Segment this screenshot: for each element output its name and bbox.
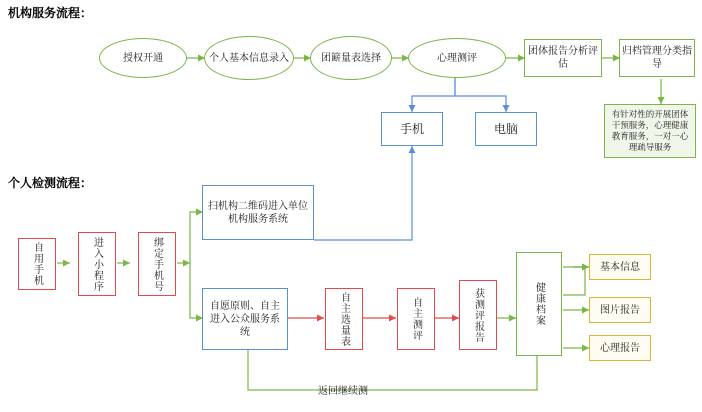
return-loop-label: 返回继续测 bbox=[318, 386, 368, 397]
personal-node-own-phone[interactable]: 自用手机 bbox=[18, 238, 56, 290]
personal-node-health-file[interactable]: 健康档案 bbox=[516, 252, 562, 356]
org-node-psych[interactable]: 心理测评 bbox=[408, 38, 506, 78]
personal-node-voluntary[interactable]: 自愿原则、自主进入公众服务系统 bbox=[202, 288, 288, 350]
personal-node-self-test[interactable]: 自主测评 bbox=[397, 288, 435, 350]
personal-node-bind-phone[interactable]: 绑定手机号 bbox=[138, 232, 176, 296]
org-node-info[interactable]: 个人基本信息录入 bbox=[204, 36, 294, 80]
output-node-basic-info[interactable]: 基本信息 bbox=[589, 254, 651, 280]
personal-node-scan-qr[interactable]: 扫机构二维码进入单位机构服务系统 bbox=[202, 185, 314, 240]
personal-node-enter-mini[interactable]: 进入小程序 bbox=[78, 232, 116, 296]
org-node-archive[interactable]: 归档管理分类指导 bbox=[619, 39, 695, 77]
personal-node-self-select[interactable]: 自主选量表 bbox=[325, 288, 363, 350]
org-node-scale[interactable]: 团簖量表选择 bbox=[310, 36, 392, 80]
device-node-pc[interactable]: 电脑 bbox=[475, 112, 537, 146]
org-node-report[interactable]: 团体报告分析评估 bbox=[524, 39, 602, 77]
device-node-phone[interactable]: 手机 bbox=[381, 112, 443, 146]
org-note-box: 有针对性的开展团体干预服务，心理健康教育服务，一对一心理疏导服务 bbox=[604, 104, 696, 158]
output-node-pic-report[interactable]: 图片报告 bbox=[589, 297, 651, 323]
personal-flow-title: 个人检测流程： bbox=[8, 176, 93, 190]
output-node-psych-report[interactable]: 心理报告 bbox=[589, 335, 651, 361]
org-node-auth[interactable]: 授权开通 bbox=[99, 38, 187, 78]
personal-node-get-report[interactable]: 获测评报告 bbox=[459, 280, 497, 350]
org-flow-title: 机构服务流程： bbox=[8, 6, 93, 20]
